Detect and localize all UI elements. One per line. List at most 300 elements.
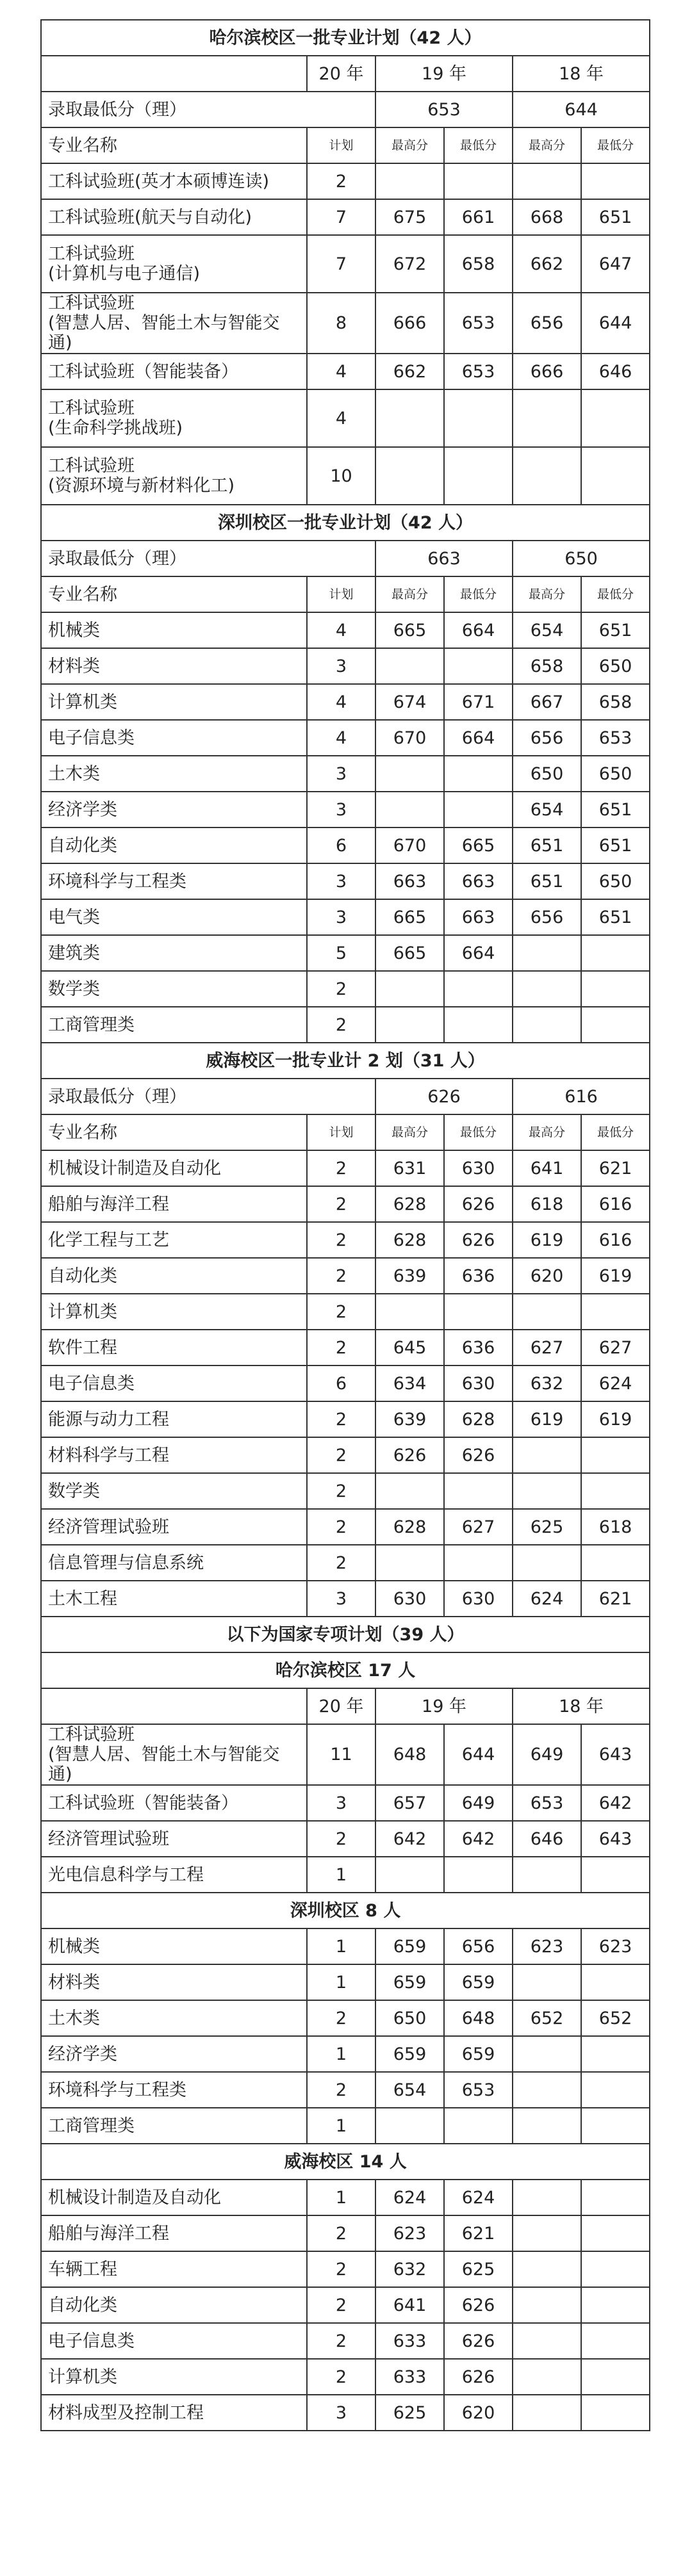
admission-plan-table	[40, 19, 650, 2431]
max-score-19: 657	[375, 1785, 444, 1821]
max-score-19: 665	[375, 612, 444, 648]
table-row	[41, 2000, 650, 2036]
plan-count: 1	[307, 2180, 375, 2215]
min-score-18: 621	[581, 1581, 650, 1617]
min-score-18: 650	[513, 541, 650, 576]
min-score-18: 651	[581, 899, 650, 935]
section-title-row	[41, 1893, 650, 1928]
min-score-18	[581, 2323, 650, 2359]
column-header-row	[41, 1114, 650, 1150]
major-name: 机械设计制造及自动化	[41, 2180, 307, 2215]
min-score-19	[444, 1294, 513, 1330]
section-title: 深圳校区 8 人	[41, 1893, 650, 1928]
major-name: 工科试验班 (计算机与电子通信)	[41, 235, 307, 293]
max-score-18	[513, 163, 581, 199]
table-row	[41, 389, 650, 447]
section-title-row	[41, 505, 650, 541]
major-header: 专业名称	[41, 576, 307, 612]
plan-count: 2	[307, 2251, 375, 2287]
max-score-18	[513, 1545, 581, 1581]
max-score-18	[513, 2036, 581, 2072]
max-score-18	[513, 1964, 581, 2000]
max-score-19	[375, 1007, 444, 1043]
min-score-19: 664	[444, 935, 513, 971]
max-score-19: 639	[375, 1401, 444, 1437]
plan-count: 2	[307, 1186, 375, 1222]
min-19-header: 最低分	[444, 127, 513, 163]
blank-cell	[41, 56, 307, 92]
major-name: 材料类	[41, 1964, 307, 2000]
min-score-18	[581, 447, 650, 505]
year-18-header: 18 年	[513, 56, 650, 92]
plan-count: 10	[307, 447, 375, 505]
max-18-header: 最高分	[513, 576, 581, 612]
max-score-19: 663	[375, 863, 444, 899]
table-row	[41, 235, 650, 293]
min-score-18: 650	[581, 756, 650, 792]
min-score-19	[444, 1007, 513, 1043]
min-score-19: 665	[444, 827, 513, 863]
table-row	[41, 1581, 650, 1617]
year-19-header: 19 年	[375, 1688, 513, 1724]
min-score-row	[41, 92, 650, 127]
table-row	[41, 199, 650, 235]
max-score-18: 652	[513, 2000, 581, 2036]
max-score-18: 627	[513, 1330, 581, 1365]
table-row	[41, 2359, 650, 2395]
max-score-19: 666	[375, 293, 444, 354]
min-score-label: 录取最低分（理）	[41, 541, 375, 576]
max-score-18: 624	[513, 1581, 581, 1617]
major-name: 化学工程与工艺	[41, 1222, 307, 1258]
min-score-18: 623	[581, 1928, 650, 1964]
table-row	[41, 2251, 650, 2287]
max-score-18: 656	[513, 720, 581, 756]
plan-count: 1	[307, 1964, 375, 2000]
max-score-18: 618	[513, 1186, 581, 1222]
section-title: 威海校区 14 人	[41, 2144, 650, 2180]
plan-count: 2	[307, 1007, 375, 1043]
min-score-18	[581, 1007, 650, 1043]
table-row	[41, 792, 650, 827]
min-score-18: 624	[581, 1365, 650, 1401]
major-name: 车辆工程	[41, 2251, 307, 2287]
max-score-19	[375, 792, 444, 827]
max-score-19: 665	[375, 899, 444, 935]
table-row	[41, 648, 650, 684]
min-score-18	[581, 935, 650, 971]
table-row	[41, 1821, 650, 1857]
table-row	[41, 1258, 650, 1294]
max-score-19	[375, 389, 444, 447]
major-name: 工商管理类	[41, 1007, 307, 1043]
max-score-18: 668	[513, 199, 581, 235]
max-score-18: 656	[513, 899, 581, 935]
max-score-18: 623	[513, 1928, 581, 1964]
min-score-19: 630	[444, 1365, 513, 1401]
plan-count: 3	[307, 899, 375, 935]
min-score-19	[444, 1857, 513, 1893]
plan-count: 2	[307, 1258, 375, 1294]
major-name: 经济学类	[41, 792, 307, 827]
plan-count: 2	[307, 2072, 375, 2108]
min-18-header: 最低分	[581, 127, 650, 163]
plan-count: 5	[307, 935, 375, 971]
max-score-19: 630	[375, 1581, 444, 1617]
max-score-19	[375, 648, 444, 684]
min-score-18	[581, 2215, 650, 2251]
min-score-18: 646	[581, 354, 650, 389]
plan-count: 2	[307, 2323, 375, 2359]
max-score-19	[375, 163, 444, 199]
min-score-19: 653	[375, 92, 513, 127]
min-score-18	[581, 2108, 650, 2144]
major-name: 工科试验班 (智慧人居、智能土木与智能交通)	[41, 1724, 307, 1785]
max-score-19: 641	[375, 2287, 444, 2323]
major-name: 工科试验班（智能装备）	[41, 1785, 307, 1821]
max-score-18: 619	[513, 1401, 581, 1437]
min-score-18	[581, 2251, 650, 2287]
max-score-18	[513, 2323, 581, 2359]
plan-count: 3	[307, 756, 375, 792]
plan-count: 1	[307, 1928, 375, 1964]
section-title-row	[41, 1043, 650, 1079]
min-score-18: 618	[581, 1509, 650, 1545]
plan-header: 计划	[307, 127, 375, 163]
min-score-19: 620	[444, 2395, 513, 2431]
section-title: 哈尔滨校区 17 人	[41, 1652, 650, 1688]
min-score-19: 630	[444, 1581, 513, 1617]
table-row	[41, 2036, 650, 2072]
major-name: 材料类	[41, 648, 307, 684]
max-score-18	[513, 1473, 581, 1509]
major-name: 工科试验班 (生命科学挑战班)	[41, 389, 307, 447]
min-score-18: 644	[581, 293, 650, 354]
min-score-19: 649	[444, 1785, 513, 1821]
major-name: 土木工程	[41, 1581, 307, 1617]
max-score-19: 645	[375, 1330, 444, 1365]
plan-count: 7	[307, 199, 375, 235]
min-score-18	[581, 1964, 650, 2000]
plan-header: 计划	[307, 1114, 375, 1150]
table-row	[41, 1401, 650, 1437]
major-name: 自动化类	[41, 2287, 307, 2323]
min-score-label: 录取最低分（理）	[41, 1079, 375, 1114]
table-row	[41, 1509, 650, 1545]
min-score-18: 650	[581, 863, 650, 899]
min-score-18: 658	[581, 684, 650, 720]
max-score-18	[513, 2215, 581, 2251]
min-score-19	[444, 792, 513, 827]
major-name: 材料科学与工程	[41, 1437, 307, 1473]
plan-count: 2	[307, 1545, 375, 1581]
max-score-19: 674	[375, 684, 444, 720]
section-title: 威海校区一批专业计 2 划（31 人）	[41, 1043, 650, 1079]
table-row	[41, 1857, 650, 1893]
table-row	[41, 1294, 650, 1330]
major-name: 船舶与海洋工程	[41, 2215, 307, 2251]
max-score-18	[513, 2072, 581, 2108]
min-score-19: 663	[444, 863, 513, 899]
major-name: 经济学类	[41, 2036, 307, 2072]
min-score-19: 644	[444, 1724, 513, 1785]
min-score-19: 636	[444, 1330, 513, 1365]
min-score-19: 659	[444, 1964, 513, 2000]
max-score-18: 641	[513, 1150, 581, 1186]
min-score-19: 621	[444, 2215, 513, 2251]
plan-count: 2	[307, 2000, 375, 2036]
max-score-18: 650	[513, 756, 581, 792]
max-score-18: 654	[513, 612, 581, 648]
admission-plan-sheet	[40, 19, 649, 2431]
plan-count: 1	[307, 2036, 375, 2072]
major-name: 机械设计制造及自动化	[41, 1150, 307, 1186]
max-score-19: 624	[375, 2180, 444, 2215]
min-score-18: 651	[581, 827, 650, 863]
major-name: 软件工程	[41, 1330, 307, 1365]
plan-count: 1	[307, 1857, 375, 1893]
max-score-18: 651	[513, 863, 581, 899]
min-score-18	[581, 2287, 650, 2323]
table-row	[41, 1724, 650, 1785]
major-name: 工科试验班(航天与自动化)	[41, 199, 307, 235]
max-18-header: 最高分	[513, 127, 581, 163]
min-score-18	[581, 1294, 650, 1330]
min-score-19	[444, 1473, 513, 1509]
year-20-header: 20 年	[307, 1688, 375, 1724]
min-score-19: 656	[444, 1928, 513, 1964]
min-score-19: 626	[444, 1437, 513, 1473]
max-score-19: 648	[375, 1724, 444, 1785]
min-19-header: 最低分	[444, 1114, 513, 1150]
max-score-18: 654	[513, 792, 581, 827]
plan-count: 2	[307, 1150, 375, 1186]
max-score-19: 639	[375, 1258, 444, 1294]
plan-count: 2	[307, 1473, 375, 1509]
max-score-19: 628	[375, 1186, 444, 1222]
table-row	[41, 1330, 650, 1365]
max-score-18: 666	[513, 354, 581, 389]
max-score-18: 667	[513, 684, 581, 720]
min-score-18: 642	[581, 1785, 650, 1821]
major-name: 建筑类	[41, 935, 307, 971]
major-name: 自动化类	[41, 1258, 307, 1294]
min-19-header: 最低分	[444, 576, 513, 612]
major-name: 经济管理试验班	[41, 1509, 307, 1545]
major-name: 船舶与海洋工程	[41, 1186, 307, 1222]
plan-count: 4	[307, 612, 375, 648]
min-score-18: 621	[581, 1150, 650, 1186]
max-score-19: 670	[375, 720, 444, 756]
max-score-19: 634	[375, 1365, 444, 1401]
major-name: 能源与动力工程	[41, 1401, 307, 1437]
plan-count: 3	[307, 1581, 375, 1617]
max-score-19: 628	[375, 1509, 444, 1545]
table-row	[41, 2072, 650, 2108]
max-score-19: 626	[375, 1437, 444, 1473]
table-row	[41, 2180, 650, 2215]
major-name: 土木类	[41, 2000, 307, 2036]
max-score-19: 665	[375, 935, 444, 971]
section-title-row	[41, 1652, 650, 1688]
max-score-19	[375, 756, 444, 792]
min-score-18	[581, 2180, 650, 2215]
min-score-18: 651	[581, 612, 650, 648]
plan-count: 3	[307, 2395, 375, 2431]
table-row	[41, 899, 650, 935]
min-score-19: 661	[444, 199, 513, 235]
plan-count: 2	[307, 1401, 375, 1437]
blank-cell	[41, 1688, 307, 1724]
min-score-18: 651	[581, 792, 650, 827]
max-score-19: 642	[375, 1821, 444, 1857]
min-score-19	[444, 163, 513, 199]
max-score-19: 659	[375, 1928, 444, 1964]
max-score-18: 662	[513, 235, 581, 293]
table-row	[41, 756, 650, 792]
table-row	[41, 163, 650, 199]
max-score-19	[375, 2108, 444, 2144]
plan-count: 2	[307, 971, 375, 1007]
min-score-18: 644	[513, 92, 650, 127]
plan-count: 1	[307, 2108, 375, 2144]
min-score-19: 664	[444, 612, 513, 648]
major-name: 电子信息类	[41, 720, 307, 756]
max-score-19: 672	[375, 235, 444, 293]
max-score-18: 620	[513, 1258, 581, 1294]
major-header: 专业名称	[41, 1114, 307, 1150]
max-score-18	[513, 2359, 581, 2395]
year-18-header: 18 年	[513, 1688, 650, 1724]
section-title: 哈尔滨校区一批专业计划（42 人）	[41, 20, 650, 56]
max-score-19: 628	[375, 1222, 444, 1258]
plan-count: 2	[307, 1509, 375, 1545]
plan-header: 计划	[307, 576, 375, 612]
min-score-19: 671	[444, 684, 513, 720]
major-header: 专业名称	[41, 127, 307, 163]
plan-count: 6	[307, 1365, 375, 1401]
year-header-row	[41, 56, 650, 92]
max-score-18	[513, 2251, 581, 2287]
min-score-row	[41, 541, 650, 576]
table-row	[41, 2323, 650, 2359]
min-score-19: 658	[444, 235, 513, 293]
table-row	[41, 1785, 650, 1821]
min-score-18: 616	[513, 1079, 650, 1114]
min-score-19	[444, 971, 513, 1007]
major-name: 机械类	[41, 1928, 307, 1964]
min-score-19	[444, 648, 513, 684]
min-score-18: 619	[581, 1401, 650, 1437]
min-score-18: 652	[581, 2000, 650, 2036]
plan-count: 4	[307, 354, 375, 389]
max-score-18	[513, 2287, 581, 2323]
max-19-header: 最高分	[375, 1114, 444, 1150]
min-score-18	[581, 2395, 650, 2431]
max-score-19	[375, 1857, 444, 1893]
min-score-19	[444, 756, 513, 792]
year-header-row	[41, 1688, 650, 1724]
min-score-18: 616	[581, 1186, 650, 1222]
min-score-18	[581, 1437, 650, 1473]
major-name: 电子信息类	[41, 1365, 307, 1401]
major-name: 土木类	[41, 756, 307, 792]
major-name: 计算机类	[41, 1294, 307, 1330]
min-score-19: 628	[444, 1401, 513, 1437]
table-row	[41, 612, 650, 648]
plan-count: 2	[307, 2215, 375, 2251]
min-score-19	[444, 389, 513, 447]
plan-count: 2	[307, 2287, 375, 2323]
max-score-19	[375, 1473, 444, 1509]
min-score-19: 626	[444, 2323, 513, 2359]
major-name: 数学类	[41, 971, 307, 1007]
table-row	[41, 2287, 650, 2323]
min-score-18: 651	[581, 199, 650, 235]
max-score-18	[513, 2395, 581, 2431]
max-19-header: 最高分	[375, 127, 444, 163]
section-title: 以下为国家专项计划（39 人）	[41, 1617, 650, 1652]
major-name: 自动化类	[41, 827, 307, 863]
max-score-19: 670	[375, 827, 444, 863]
max-score-18: 619	[513, 1222, 581, 1258]
table-row	[41, 2108, 650, 2144]
plan-count: 3	[307, 792, 375, 827]
min-score-19: 642	[444, 1821, 513, 1857]
min-score-19: 630	[444, 1150, 513, 1186]
major-name: 工科试验班 (智慧人居、智能土木与智能交通)	[41, 293, 307, 354]
min-score-18	[581, 1473, 650, 1509]
min-score-19: 664	[444, 720, 513, 756]
max-score-18: 646	[513, 1821, 581, 1857]
min-score-18	[581, 2359, 650, 2395]
min-score-19: 648	[444, 2000, 513, 2036]
plan-count: 3	[307, 863, 375, 899]
max-score-19: 633	[375, 2323, 444, 2359]
min-score-18	[581, 1545, 650, 1581]
major-name: 光电信息科学与工程	[41, 1857, 307, 1893]
major-name: 机械类	[41, 612, 307, 648]
min-score-18: 616	[581, 1222, 650, 1258]
table-row	[41, 827, 650, 863]
max-score-18	[513, 2180, 581, 2215]
plan-count: 2	[307, 2359, 375, 2395]
major-name: 经济管理试验班	[41, 1821, 307, 1857]
max-score-19: 650	[375, 2000, 444, 2036]
max-score-19: 632	[375, 2251, 444, 2287]
table-row	[41, 720, 650, 756]
min-score-18: 650	[581, 648, 650, 684]
year-19-header: 19 年	[375, 56, 513, 92]
max-score-19	[375, 1294, 444, 1330]
table-row	[41, 935, 650, 971]
min-score-19: 659	[444, 2036, 513, 2072]
major-name: 信息管理与信息系统	[41, 1545, 307, 1581]
section-title-row	[41, 1617, 650, 1652]
major-name: 计算机类	[41, 2359, 307, 2395]
max-19-header: 最高分	[375, 576, 444, 612]
table-row	[41, 1007, 650, 1043]
major-name: 环境科学与工程类	[41, 863, 307, 899]
max-score-19: 662	[375, 354, 444, 389]
plan-count: 2	[307, 163, 375, 199]
max-score-18: 632	[513, 1365, 581, 1401]
min-score-19: 626	[444, 1186, 513, 1222]
max-score-18: 653	[513, 1785, 581, 1821]
min-score-19: 663	[375, 541, 513, 576]
table-row	[41, 863, 650, 899]
max-score-18: 658	[513, 648, 581, 684]
